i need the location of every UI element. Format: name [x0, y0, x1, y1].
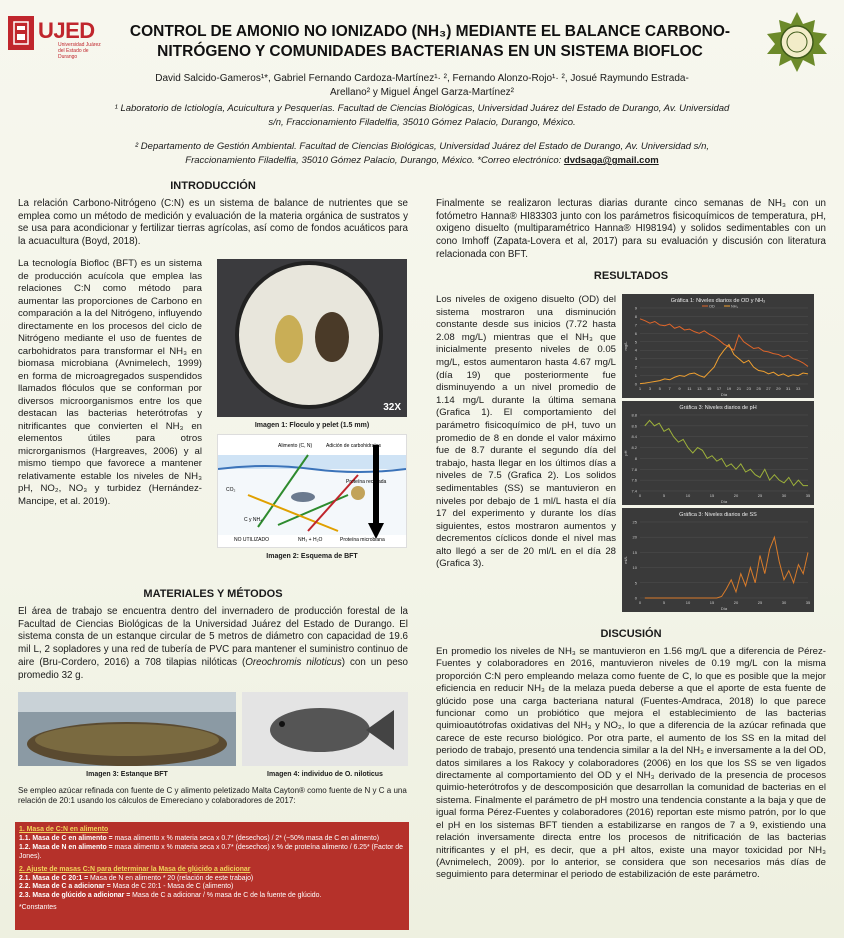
- x-tick-label: 3: [648, 386, 651, 391]
- y-tick-label: 3: [634, 356, 637, 362]
- y-tick-label: 25: [632, 519, 637, 525]
- y-tick-label: 7.8: [631, 466, 637, 472]
- x-tick-label: 17: [716, 386, 722, 391]
- x-tick-label: 30: [781, 493, 787, 498]
- x-axis-label: Día: [720, 606, 728, 611]
- x-tick-label: 10: [685, 600, 691, 605]
- y-axis-label: ml/L: [623, 556, 628, 564]
- image-2-caption: Imagen 2: Esquema de BFT: [266, 553, 358, 560]
- faculty-seal-icon: [763, 10, 831, 74]
- x-tick-label: 21: [736, 386, 742, 391]
- x-tick-label: 31: [786, 386, 791, 391]
- x-tick-label: 9: [678, 386, 681, 391]
- intro-paragraph-1: La relación Carbono-Nitrógeno (C:N) es un sistema de balance de nutrientes que se emplea como un método de medición y evaluación de la materia orgánica de sustratos y se usa para acondicionar y fertilizar tierras agrícolas, así como de fondos acuáticos para la acuacultura (Boyd, 2018).: [18, 198, 408, 248]
- diag-label-unused: NO UTILIZADO: [234, 537, 270, 543]
- bft-diagram: [217, 434, 407, 548]
- results-paragraph: Los niveles de oxigeno disuelto (OD) del sistema mostraron una disminución constante desde sus inicios (7.72 hasta 2.08 mg/L) mientras que el NH₃ que inicialmente presento niveles de 0.05 mg/L, estos aumentaron hasta 4.67 mg/L (día 19) que posteriormente fue disminuyendo a un nivel promedio de 1.14 mg/L durante la última semana (Grafica 1). El comportamiento del parámetro fisicoquímico de pH, tuvo un promedio de 8 en donde el valor máximo fue de 8.7 durante el segundo día del trabajo, hasta llegar en los últimos días a niveles de 7.5 (Grafica 2). Los solidos sedimentables (SS) se mantuvieron en niveles por debajo de 1 ml/L hasta el día 17 del experimento y durante los días siguientes, estos mostraron aumentos y decrementos cíclicos donde el nivel mas alto llegó a ser de 20 ml/L en el día 28 (Grafica 3).: [436, 294, 616, 570]
- x-tick-label: 15: [709, 493, 715, 498]
- x-tick-label: 15: [706, 386, 712, 391]
- y-tick-label: 0: [634, 381, 637, 387]
- diag-label-protein: Proteína reciclada: [346, 479, 387, 485]
- legend-label: OD: [709, 304, 715, 309]
- y-tick-label: 7: [634, 322, 637, 328]
- chart-ss: [622, 508, 814, 612]
- methods-heading: MATERIALES Y MÉTODOS: [143, 588, 283, 600]
- y-tick-label: 1: [634, 373, 637, 379]
- y-axis-label: mg/L: [623, 341, 628, 351]
- x-tick-label: 29: [776, 386, 781, 391]
- x-tick-label: 1: [638, 386, 642, 391]
- y-tick-label: 8.6: [631, 423, 637, 429]
- y-axis-label: pH: [623, 450, 628, 456]
- x-tick-label: 23: [746, 386, 751, 391]
- x-axis-label: Día: [720, 392, 728, 397]
- methods-paragraph-1: El área de trabajo se encuentra dentro del invernadero de producción forestal de la Facultad de Ciencias Biológicas de la Universidad Juárez del Estado de Durango. El sistema consta de un estanque circular de 5 metros de diámetro con capacidad de 19.6 mil L, 2 sopladores y una red de tubería de PVC para mantener el suministro continuo de aire (Bru-Cordero, 2016) a 708 tilapias nilóticas (Oreochromis niloticus) con un peso promedio 32 g.: [18, 606, 408, 681]
- chart-title: Gráfica 3: Niveles diarios de pH: [679, 405, 757, 411]
- university-logo: [8, 16, 34, 50]
- final-readings-paragraph: Finalmente se realizaron lecturas diarias durante cinco semanas de NH₃ con un fotómetro Hanna® HI83303 junto con los parámetros fisicoquímicos de temperatura, pH, oxigeno disuelto (multiparamétrico Hanna® HI98194) y solidos sedimentables con un cono Imhoff (Zapata-Lovera et al, 2017) para su evaluación y discusión con literatura relacionada con BFT.: [436, 198, 826, 260]
- logo-text: UJED: [38, 18, 95, 43]
- x-tick-label: 25: [757, 493, 763, 498]
- y-tick-label: 15: [632, 549, 637, 555]
- image-1-caption: Imagen 1: Floculo y pelet (1.5 mm): [254, 422, 370, 429]
- x-tick-label: 0: [638, 493, 642, 498]
- poster-title: CONTROL DE AMONIO NO IONIZADO (NH₃) MEDIANTE EL BALANCE CARBONO- NITRÓGENO Y COMUNIDADES BACTERIANAS EN UN SISTEMA BIOFLOC: [129, 23, 731, 60]
- y-tick-label: 6: [634, 330, 637, 336]
- x-tick-label: 5: [662, 600, 666, 605]
- y-tick-label: 2: [634, 364, 637, 370]
- x-tick-label: 35: [805, 493, 811, 498]
- image-4-caption: Imagen 4: individuo de O. niloticus: [267, 771, 383, 778]
- x-tick-label: 20: [733, 600, 739, 605]
- x-tick-label: 27: [766, 386, 771, 391]
- y-tick-label: 8: [634, 455, 637, 461]
- x-tick-label: 19: [726, 386, 732, 391]
- x-tick-label: 0: [638, 600, 642, 605]
- y-tick-label: 20: [632, 534, 637, 540]
- y-tick-label: 8: [634, 313, 637, 319]
- affiliation-1: ¹ Laboratorio de Ictiología, Acuicultura y Pesquerías. Facultad de Ciencias Biológicas, Universidad Juárez del Estado de Durango, Av. Universidad s/n, Fraccionamiento Filadelfia, 35010 Gómez Palacio, Durango, México.: [114, 103, 730, 128]
- discussion-paragraph: En promedio los niveles de NH₃ se mantuvieron en 1.56 mg/L que a diferencia de Pérez-Fuentes y colaboradores en 2016, mantuvieron niveles de 0.19 mg/L con la misma proporción C:N pero empleando melaza como fuente de C, lo que es posible que la mejor eficiencia en reducir NH₃ de la melaza pueda deberse a que el aporte de esta fuente de glúcido pose una carga bacteriana natural (Fuentes-Amdraca, 2018) lo que parece funcionar como un probiótico que mejora el establecimiento de las bacterias quimioautótrofas oxidativas del NH₃ y NO₂, lo que a diferencia de la azúcar refinada que carece de este recurso biológico. Por otra parte, el aumento de los SS en la mitad del periodo de trabajo, presentó una tendencia similar a la del NH₃ e inversamente a la del OD, datos similares a los Rakocy y colaboradores (2006) en los que los SS se ven ligados directamente al comportamiento del OD y el NH₃ derivado de la presencia de procesos quimio-heterótrofos y de descomposición que desarrollan la comunidad de bacterias en el sistema. Finalmente el parámetro de pH mostro una tendencia constante a la baja y que de igual forma Pérez-Fuentes y colaboradores (2016) reportan este mismo patrón, por lo que el pH en los sistemas BFT tienden a estabilizarse en rangos de 7 a 9, existiendo una relación inversamente directa entre los procesos de nitrificación de las bacterias nitrificantes y el pH, es decir, que a pH altos, existe una mayor toxicidad por NH₃ (Avnimelech, 2009). por lo anterior, se considera que son necesarios más días de seguimiento para determinar el periodo de estabilización de este parámetro.: [436, 646, 826, 881]
- y-tick-label: 9: [634, 305, 637, 311]
- image-3-caption: Imagen 3: Estanque BFT: [86, 771, 168, 778]
- y-tick-label: 4: [634, 347, 637, 353]
- diag-label-nh3: NH₃ + H₂O: [298, 537, 323, 543]
- x-tick-label: 11: [687, 386, 692, 391]
- y-tick-label: 7.6: [631, 477, 637, 483]
- x-axis-label: Día: [720, 499, 728, 504]
- tilapia-image: [242, 692, 408, 766]
- y-tick-label: 8.8: [631, 412, 637, 418]
- y-tick-label: 8.2: [631, 445, 637, 451]
- y-tick-label: 5: [634, 339, 637, 345]
- x-tick-label: 10: [685, 493, 691, 498]
- affiliation-2: ² Departamento de Gestión Ambiental. Facultad de Ciencias Biológicas, Universidad Juárez del Estado de Durango, Av. Universidad s/n, Fraccionamiento Filadelfia, 35010 Gómez Palacio, Durango, México. *Correo electrónico: dvdsaga@gmail.com: [135, 141, 709, 166]
- chart-title: Gráfica 3: Niveles diarios de SS: [679, 512, 757, 518]
- x-tick-label: 25: [757, 600, 763, 605]
- y-tick-label: 7.4: [631, 488, 637, 494]
- x-tick-label: 15: [709, 600, 715, 605]
- x-tick-label: 25: [756, 386, 761, 391]
- discussion-heading: DISCUSIÓN: [600, 628, 662, 640]
- intro-paragraph-2: La tecnología Biofloc (BFT) es un sistema de producción acuícola que emplea las relaciones C:N como método para aumentar las proporciones de Carbono en comparación a la del Nitrógeno, influyendo directamente en los procesos del ciclo de Nitrógeno mediante el uso de fuentes de carbohidratos para transformar el NH₃ en biomasa microbiana (Avnimelech, 1999) en forma de microagregados suspendidos llamados flóculos que se conforman por diversos microorganismos entre los que destacan las bacterias heterótrofas y nitrificantes que convierten el NH₃ en elementos útiles para otros microrganismos (Hargreaves, 2006) y al mismo tiempo que favorece a mantener relativamente estable los niveles de NH₃ pH, NO₂, NO₃ y turbidez (Hernández- Mancipe, et al. 2019).: [18, 258, 202, 507]
- diag-label-microbial: Proteína microbiana: [340, 537, 385, 543]
- floc-pellet-image: [217, 259, 407, 417]
- authors: David Salcido-Gameros¹*, Gabriel Fernando Cardoza-Martínez¹· ², Fernando Alonzo-Rojo¹· ², Josué Raymundo Estrada- Arellano² y Miguel Ángel Garza-Martínez²: [155, 73, 689, 98]
- legend-label: NH₃: [731, 304, 739, 309]
- chart-ph: [622, 401, 814, 505]
- chart-title: Gráfica 1: Niveles diarios de OD y NH₃: [670, 298, 766, 304]
- results-heading: RESULTADOS: [593, 270, 669, 282]
- email-link[interactable]: dvdsaga@gmail.com: [563, 155, 659, 166]
- x-tick-label: 5: [662, 493, 666, 498]
- formula-box: 1. Masa de C:N en alimento 1.1. Masa de C en alimento = masa alimento x % materia seca x 0.7* (desechos) / 2* (~50% masa de C en alimento) 1.2. Masa de N en alimento = masa alimento x % materia seca x 0.7* (desechos) x % de proteína alimento / 6.25* (Factor de Jones). 2. Ajuste de masas C:N para determinar la Masa de glúcido a adicionar 2.1. Masa de C 20:1 = Masa de N en alimento * 20 (relación de este trabajo) 2.2. Masa de C a adicionar = Masa de C 20:1 - Masa de C (alimento) 2.3. Masa de glúcido a adicionar = Masa de C a adicionar / % masa de C de la fuente de glúcido. *Constantes: [15, 822, 409, 930]
- y-tick-label: 0: [634, 595, 637, 601]
- y-tick-label: 10: [632, 565, 637, 571]
- x-tick-label: 7: [668, 386, 671, 391]
- chart-background: [622, 508, 814, 612]
- intro-heading: INTRODUCCIÓN: [170, 180, 256, 192]
- y-tick-label: 5: [634, 580, 637, 586]
- logo-subtitle: Universidad Juárez del Estado de Durango: [58, 42, 101, 60]
- x-tick-label: 20: [733, 493, 739, 498]
- x-tick-label: 33: [795, 386, 801, 391]
- diag-label-cn: C y NH₄: [244, 517, 263, 523]
- diag-label-carbs: Adición de carbohidratos: [326, 443, 382, 449]
- chart-background: [622, 401, 814, 505]
- diag-label-co2: CO₂: [226, 487, 236, 493]
- tank-image: [18, 692, 236, 766]
- methods-paragraph-2: Se empleo azúcar refinada con fuente de C y alimento peletizado Malta Cayton® como fuente de N y C a una relación de 20:1 usando los cálculos de Emereciano y colaboradores de 2017:: [18, 786, 407, 805]
- x-tick-label: 30: [781, 600, 787, 605]
- zoom-label: 32X: [383, 402, 401, 413]
- y-tick-label: 8.4: [631, 434, 637, 440]
- x-tick-label: 35: [805, 600, 811, 605]
- diag-label-feed: Alimento (C, N): [278, 443, 313, 449]
- chart-od-nh3: [622, 294, 814, 398]
- x-tick-label: 13: [697, 386, 702, 391]
- x-tick-label: 5: [658, 386, 661, 391]
